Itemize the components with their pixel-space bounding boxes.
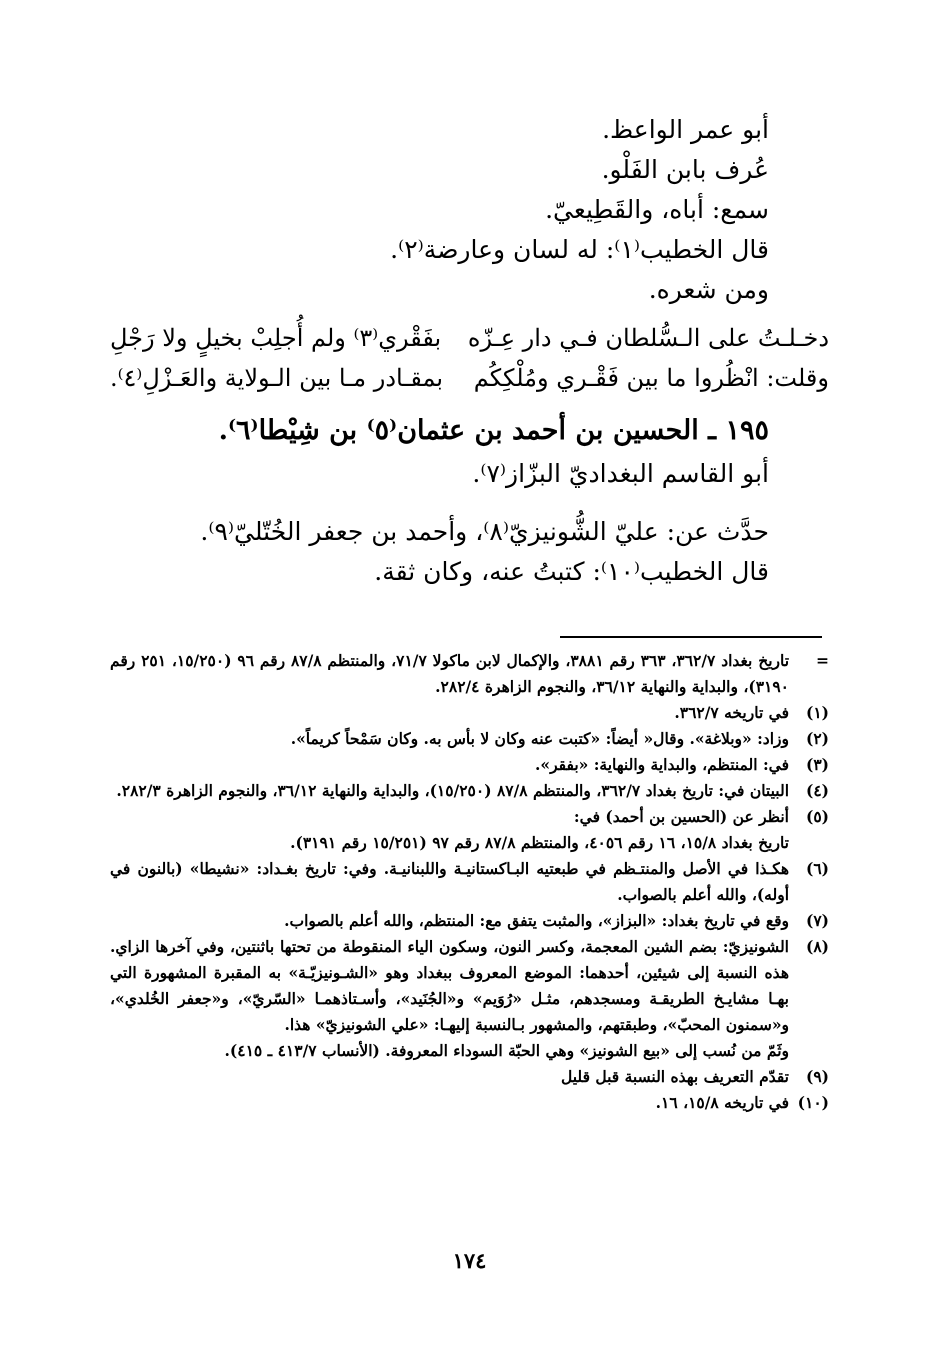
footnote-marker: (٩) bbox=[805, 1067, 829, 1086]
footnote bbox=[110, 856, 829, 908]
footnote-text: الشونيزيّ: بضم الشين المعجمة، وكسر النون، وسكون الياء المنقوطة من تحتها باثنتين، وفي آخرها الزاي. هذه النسبة إلى شيئين، أحدهما: الموضع المعروف ببغداد وهو «الشـونيزيّـة» به المقبرة المشهورة التي بهـا مشايـخ الطريقـة ومسجدهم، مثـل «رُوَيم» و«الجُنَيد»، وأسـتاذهمـا «السّريّ»، و«جعفر الخُلدي»، و«سمنون المحبّ»، وطبقتهم، والمشهور بـالنسبة إليهـا: «علي الشونيزيّ» هذا. bbox=[110, 937, 789, 1034]
footnote bbox=[110, 934, 829, 1038]
footnote-marker: (٣) bbox=[805, 755, 829, 774]
text-line: حدَّث عن: عليّ الشُّونيزيّ⁽٨⁾، وأحمد بن جعفر الخُتّليّ⁽٩⁾. bbox=[200, 517, 769, 546]
footnote bbox=[110, 1064, 829, 1090]
footnote-marker: (٢) bbox=[805, 729, 829, 748]
footnote-text: أنظر عن (الحسين بن أحمد) في: bbox=[573, 807, 789, 826]
footnote-continuation: تاريخ بغداد ١٥/٨، ١٦ رقم ٤٠٥٦، والمنتظم ٨٧/٨ رقم ٩٧ (١٥/٢٥١ رقم ٣١٩١). bbox=[290, 833, 789, 852]
text-line: قال الخطيب⁽١٠⁾: كتبتُ عنه، وكان ثقة. bbox=[374, 557, 769, 586]
page-number: ١٧٤ bbox=[452, 1248, 487, 1273]
footnote-text: في تاريخه ١٥/٨، ١٦. bbox=[655, 1093, 789, 1112]
footnote-divider bbox=[560, 636, 822, 638]
paragraph-gap bbox=[110, 494, 769, 512]
footnote-marker: (٦) bbox=[805, 859, 829, 878]
footnote-marker: (٧) bbox=[805, 911, 829, 930]
verse-second-hemistich: بمقـادر مـا بين الـولاية والعَـزْلِ⁽٤⁾. bbox=[110, 364, 444, 392]
footnote-marker: (١) bbox=[805, 703, 829, 722]
text-line: أبو القاسم البغداديّ البزّاز⁽٧⁾. bbox=[472, 459, 769, 488]
biography-entry bbox=[110, 408, 769, 592]
footnote-marker: (٥) bbox=[805, 807, 829, 826]
footnote-text: تقدّم التعريف بهذه النسبة قبل قليل bbox=[561, 1067, 789, 1086]
footnote-marker: (١٠) bbox=[797, 1093, 829, 1112]
footnote-continuation: وثَمّ من نُسب إلى «بيع الشونيز» وهي الحبّة السوداء المعروفة. (الأنساب ٤١٣/٧ ـ ٤١٥). bbox=[224, 1041, 789, 1060]
footnote bbox=[110, 648, 829, 700]
footnote-marker: (٨) bbox=[805, 937, 829, 956]
footnote bbox=[110, 778, 829, 804]
verse-first-hemistich: وقلت: انْظُروا ما بين فَقْـري ومُلْكِكُم bbox=[473, 364, 829, 392]
poem bbox=[110, 318, 829, 398]
biography-text bbox=[110, 110, 769, 310]
footnote-marker: = bbox=[816, 651, 829, 670]
text-line: عُرف بابن الفَلْو. bbox=[601, 155, 769, 184]
footnote bbox=[110, 1090, 829, 1116]
footnote bbox=[110, 908, 829, 934]
text-line: قال الخطيب⁽١⁾: له لسان وعارضة⁽٢⁾. bbox=[390, 235, 769, 264]
footnote-text: وزاد: «وبلاغة». وقال« أيضاً: «كتبت عنه وكان لا بأس به. وكان سَمْحاً كريماً». bbox=[290, 729, 789, 748]
footnote bbox=[110, 700, 829, 726]
text-line: أبو عمر الواعظ. bbox=[602, 115, 769, 144]
verse-second-hemistich: بفَقْري⁽٣⁾ ولم أُجلِبْ بخيلٍ ولا رَجْلِ bbox=[110, 324, 442, 352]
footnotes bbox=[110, 648, 829, 1116]
footnote-marker: (٤) bbox=[805, 781, 829, 800]
footnote-text: البيتان في: تاريخ بغداد ٣٦٢/٧، والمنتظم ٨٧/٨ (١٥/٢٥٠)، والبداية والنهاية ٣٦/١٢، والنجوم الزاهرة ٢٨٢/٣. bbox=[116, 781, 789, 800]
footnote-text: تاريخ بغداد ٣٦٢/٧، ٣٦٣ رقم ٣٨٨١، والإكمال لابن ماكولا ٧١/٧، والمنتظم ٨٧/٨ رقم ٩٦ (١٥/٢٥٠، ٢٥١ رقم ٣١٩٠)، والبداية والنهاية ٣٦/١٢، والنجوم الزاهرة ٢٨٢/٤. bbox=[110, 651, 790, 696]
poem-verse bbox=[110, 318, 829, 358]
footnote bbox=[110, 804, 829, 830]
footnote bbox=[110, 752, 829, 778]
entry-heading: ١٩٥ ـ الحسين بن أحمد بن عثمان⁽٥⁾ بن شِيْطا⁽٦⁾. bbox=[218, 415, 769, 446]
footnote-text: وقع في تاريخ بغداد: «البزاز»، والمثبت يتفق مع: المنتظم، والله أعلم بالصواب. bbox=[284, 911, 789, 930]
poem-verse bbox=[110, 358, 829, 398]
footnote-text: هكـذا في الأصل والمنتـظم في طبعتيه البـاكستانيـة واللبنانيـة. وفي: تاريخ بغـداد: «نشيطا» (بالنون في أوله)، والله أعلم بالصواب. bbox=[110, 859, 789, 904]
footnote bbox=[110, 726, 829, 752]
footnote-text: في تاريخه ٣٦٢/٧. bbox=[674, 703, 789, 722]
verse-first-hemistich: دخـلـتُ على الـسُّلطان فـي دار عِـزّه bbox=[467, 324, 829, 352]
text-line: ومن شعره. bbox=[648, 275, 769, 304]
footnote-text: في: المنتظم، والبداية والنهاية: «بفقر». bbox=[535, 755, 789, 774]
text-line: سمع: أباه، والقَطِيعيّ. bbox=[545, 195, 769, 224]
